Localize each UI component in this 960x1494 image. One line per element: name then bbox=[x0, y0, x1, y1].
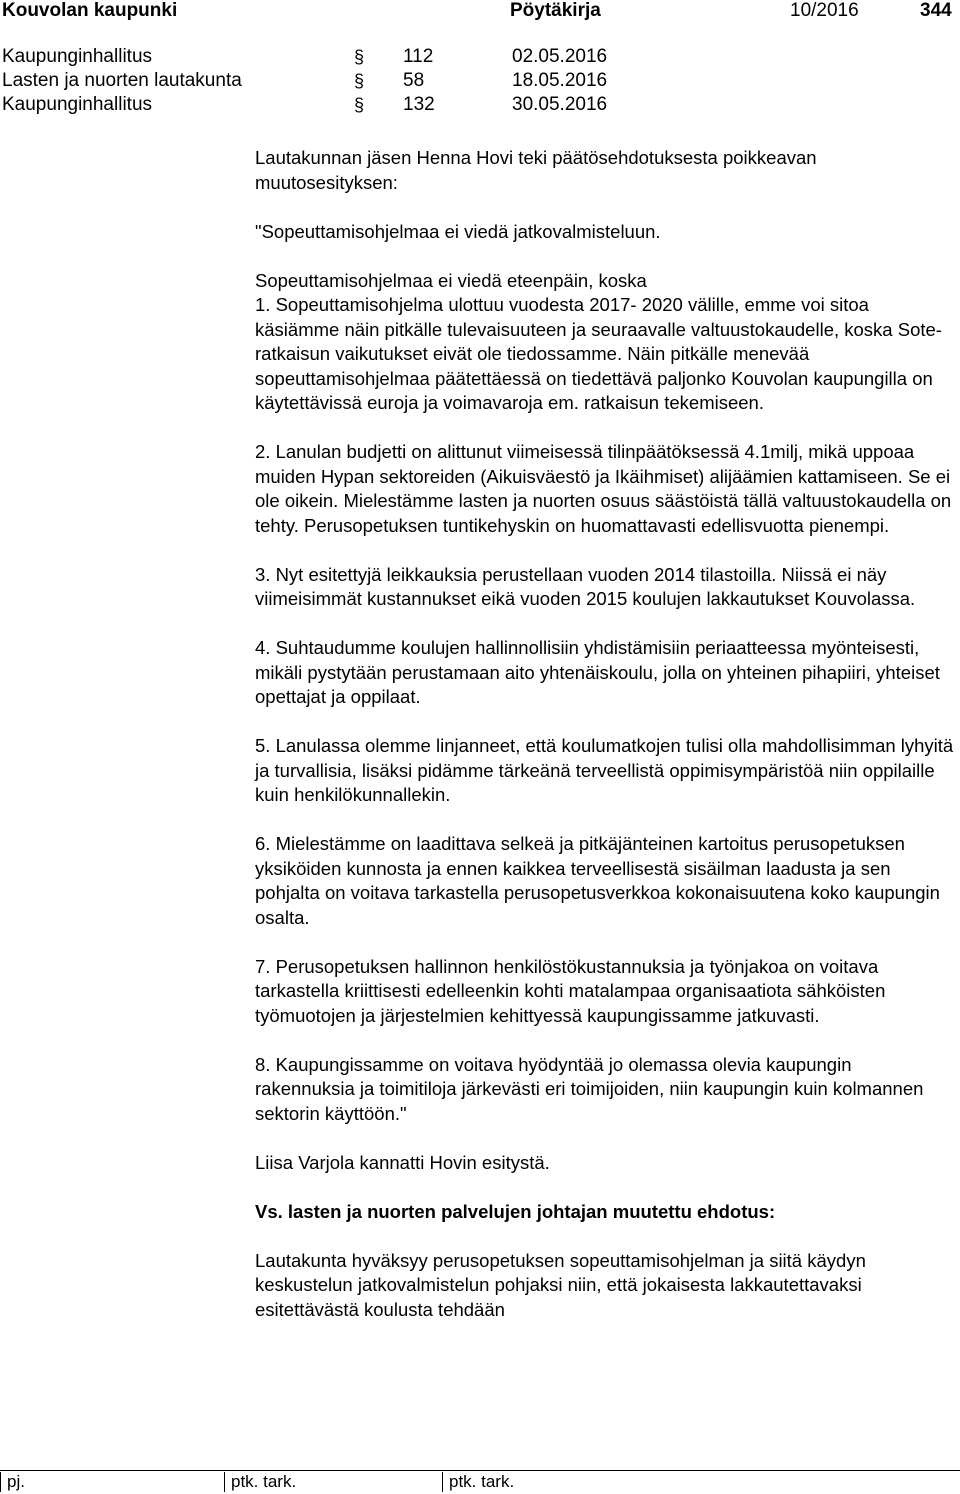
point-3: 3. Nyt esitettyjä leikkauksia perustellaan vuoden 2014 tilastoilla. Niissä ei näy viimeisimmät kustannukset eikä vuoden 2015 koulujen lakkautukset Kouvolassa. bbox=[255, 563, 916, 609]
meeting-row bbox=[2, 93, 702, 117]
section-mark-icon bbox=[354, 73, 368, 89]
point-1: 1. Sopeuttamisohjelma ulottuu vuodesta 2017- 2020 välille, emme voi sitoa käsiämme näin pitkälle tulevaisuuteen ja seuraavalle valtuustokaudelle, koska Sote-ratkaisun vaikutukset eivät ole tiedossamme. Näin pitkälle menevää sopeuttamisohjelmaa päätettäessä on tiedettävä paljonko Kouvolan kaupungilla on käytettävissä euroja ja voimavaroja em. ratkaisun tekemiseen. bbox=[255, 294, 942, 413]
point-4: 4. Suhtaudumme koulujen hallinnollisiin yhdistämisiin periaatteessa myönteisesti, mikäli pystytään perustamaan aito yhtenäiskoulu, jolla on yhteinen pihapiiri, yhteiset opettajat ja oppilaat. bbox=[255, 637, 940, 707]
meeting-date: 30.05.2016 bbox=[512, 94, 608, 115]
meeting-date: 02.05.2016 bbox=[512, 46, 608, 67]
meeting-body: Kaupunginhallitus bbox=[2, 94, 153, 115]
svg-text:§: § bbox=[354, 97, 365, 113]
meeting-body: Lasten ja nuorten lautakunta bbox=[2, 70, 242, 91]
point-6: 6. Mielestämme on laadittava selkeä ja pitkäjänteinen kartoitus perusopetuksen yksiköiden kunnosta ja ennen kaikkea terveellisestä sisäilman laadusta ja sen pohjalta on voitava tarkastella perusopetusverkkoa kokonaisuutena koko kaupungin osalta. bbox=[255, 833, 940, 928]
meeting-number: 112 bbox=[403, 46, 434, 67]
meeting-row bbox=[2, 69, 702, 93]
changed-proposal-heading: Vs. lasten ja nuorten palvelujen johtajan muutettu ehdotus: bbox=[255, 1200, 776, 1222]
minutes-checker-field: ptk. tark. bbox=[442, 1472, 514, 1492]
intro-paragraph: Lautakunnan jäsen Henna Hovi teki päätösehdotuksesta poikkeavan muutosesityksen: bbox=[255, 147, 817, 193]
page-number: 344 bbox=[920, 0, 952, 21]
section-mark-icon bbox=[354, 97, 368, 113]
svg-text:§: § bbox=[354, 73, 365, 89]
document-number: 10/2016 bbox=[790, 0, 859, 21]
meeting-number: 132 bbox=[403, 94, 435, 115]
point-7: 7. Perusopetuksen hallinnon henkilöstökustannuksia ja työnjakoa on voitava tarkastella kriittisesti edelleenkin kohti matalampaa organisaatiota sähköisten työmuotojen ja järjestelmien kehittyessä kaupungissamme jatkuvasti. bbox=[255, 955, 886, 1026]
document-header bbox=[0, 0, 960, 24]
point-5: 5. Lanulassa olemme linjanneet, että koulumatkojen tulisi olla mahdollisimman lyhyitä ja turvallisia, lisäksi pidämme tärkeänä terveellistä oppimisympäristöä niin oppilaille kuin henkilökunnallekin. bbox=[255, 735, 954, 805]
city-name: Kouvolan kaupunki bbox=[2, 0, 178, 21]
svg-text:§: § bbox=[354, 49, 365, 65]
minutes-checker-field: ptk. tark. bbox=[224, 1472, 296, 1492]
signature-footer bbox=[0, 1470, 960, 1494]
meeting-number: 58 bbox=[403, 70, 425, 91]
quote-start: "Sopeuttamisohjelmaa ei viedä jatkovalmisteluun. bbox=[255, 220, 661, 242]
document-type: Pöytäkirja bbox=[510, 0, 601, 21]
section-mark-icon bbox=[354, 49, 368, 65]
point-8: 8. Kaupungissamme on voitava hyödyntää jo olemassa olevia kaupungin rakennuksia ja toimitiloja järkevästi eri toimijoiden, niin kaupungin kuin kolmannen sektorin käyttöön." bbox=[255, 1053, 924, 1124]
meeting-row bbox=[2, 45, 702, 69]
support-statement: Liisa Varjola kannatti Hovin esitystä. bbox=[255, 1151, 550, 1173]
document-body bbox=[255, 146, 955, 1347]
meeting-list bbox=[2, 45, 702, 117]
point-2: 2. Lanulan budjetti on alittunut viimeisessä tilinpäätöksessä 4.1milj, mikä uppoaa muiden Hypan sektoreiden (Aikuisväestö ja Ikäihmiset) alijäämien kattamiseen. Se ei ole oikein. Mielestämme lasten ja nuorten osuus säästöistä tällä valtuustokaudella on tehty. Perusopetuksen tuntikehyskin on huomattavasti edellisvuotta pienempi. bbox=[255, 441, 952, 536]
chair-initials-field: pj. bbox=[0, 1472, 25, 1492]
reason-lead: Sopeuttamisohjelmaa ei viedä eteenpäin, koska bbox=[255, 269, 647, 291]
meeting-body: Kaupunginhallitus bbox=[2, 46, 153, 67]
meeting-date: 18.05.2016 bbox=[512, 70, 608, 91]
final-paragraph: Lautakunta hyväksyy perusopetuksen sopeuttamisohjelman ja siitä käydyn keskustelun jatkovalmistelun pohjaksi niin, että jokaisesta lakkautettavaksi esitettävästä koulusta tehdään bbox=[255, 1249, 866, 1320]
